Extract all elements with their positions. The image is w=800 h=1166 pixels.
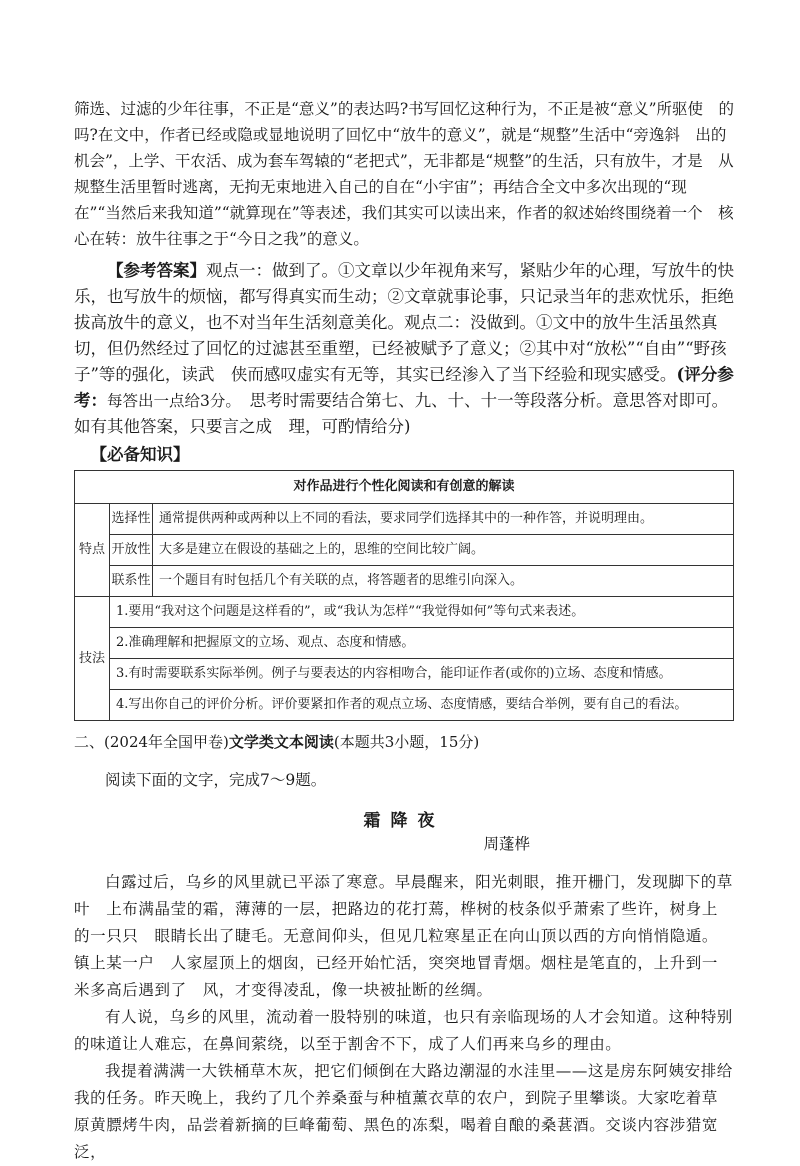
article-title: 霜降夜 [363, 811, 445, 831]
section-heading [74, 729, 734, 755]
page-content [74, 96, 750, 1166]
article-author: 周蓬桦 [483, 835, 530, 853]
feature-desc: 通常提供两种或两种以上不同的看法，要求同学们选择其中的一种作答，并说明理由。 [153, 504, 734, 535]
score-tag: (评分参考： [74, 365, 734, 410]
knowledge-table [74, 470, 734, 721]
reference-answer [74, 258, 734, 440]
method-item: 3.有时需要联系实际举例。例子与要表达的内容相吻合，能印证作者(或你的)立场、态度和情感。 [110, 659, 734, 690]
methods-label: 技法 [75, 597, 110, 721]
section-title: 文学类文本阅读 [228, 733, 334, 751]
article-paragraph: 有人说，乌乡的风里，流动着一股特别的味道，也只有亲临现场的人才会知道。这种特别 的味道让人难忘，在鼻间萦绕，以至于割舍不下，成了人们再来乌乡的理由。 [74, 1008, 750, 1053]
knowledge-heading: 【必备知识】 [90, 445, 190, 464]
method-item: 1.要用“我对这个问题是这样看的”，或“我认为怎样”“我觉得如何”等句式来表述。 [110, 597, 734, 628]
score-text: 每答出一点给3分。 [107, 392, 234, 410]
article-paragraph: 白露过后，乌乡的风里就已平添了寒意。早晨醒来，阳光刺眼，推开栅门，发现脚下的草叶 上布满晶莹的霜，薄薄的一层，把路边的花打蔫，桦树的枝条似乎萧索了些许，树身上的一只只 眼睛长出了睫毛。无意间仰头，但见几粒寒星正在向山顶以西的方向悄悄隐遁。镇上某一户 人家屋顶上的烟囱，已经开始忙活，突突地冒青烟。烟柱是笔直的，上升到一米多高后遇到了 风，才变得凌乱，像一块被扯断的丝绸。 [74, 873, 733, 999]
table-row [75, 535, 734, 566]
table-row [75, 690, 734, 721]
top-paragraph: 筛选、过滤的少年往事，不正是“意义”的表达吗?书写回忆这种行为，不正是被“意义”所驱使 的吗?在文中，作者已经或隐或显地说明了回忆中“放牛的意义”，就是“规整”生活中“旁逸斜 出的机会”，上学、干农活、成为套车驾辕的“老把式”，无非都是“规整”的生活，只有放牛，才是 从规整生活里暂时逃离，无拘无束地进入自己的自在“小宇宙”；再结合全文中多次出现的“现 在”“当然后来我知道”“就算现在”等表述，我们其实可以读出来，作者的叙述始终围绕着一个 核心在转：放牛往事之于“今日之我”的意义。 [74, 100, 735, 248]
answer-tag: 【参考答案】 [107, 261, 206, 280]
feature-name: 选择性 [110, 504, 153, 535]
table-row [75, 659, 734, 690]
table-row [75, 597, 734, 628]
score-tail: 思考时需要结合第七、九、十、十一等段落分析。意思答对即可。如有其他答案，只要言之成 理，可酌情给分) [74, 391, 729, 436]
section-prefix: 二、(2024年全国甲卷) [74, 733, 229, 751]
method-item: 2.准确理解和把握原文的立场、观点、态度和情感。 [110, 628, 734, 659]
article-paragraph: 我提着满满一大铁桶草木灰，把它们倾倒在大路边潮湿的水洼里——这是房东阿姨安排给我的任务。昨天晚上，我约了几个养桑蚕与种植薰衣草的农户，到院子里攀谈。大家吃着草原黄膘烤牛肉，品尝着新摘的巨峰葡萄、黑色的冻梨，喝着自酿的桑葚酒。交谈内容涉猎宽泛， [74, 1062, 733, 1161]
feature-name: 开放性 [110, 535, 153, 566]
article-body [74, 869, 750, 1166]
features-label: 特点 [75, 504, 110, 597]
feature-desc: 大多是建立在假设的基础之上的，思维的空间比较广阔。 [153, 535, 734, 566]
table-row [75, 566, 734, 597]
reading-instruction: 阅读下面的文字，完成7～9题。 [105, 771, 327, 789]
feature-desc: 一个题目有时包括几个有关联的点，将答题者的思维引向深入。 [153, 566, 734, 597]
table-row [75, 504, 734, 535]
method-item: 4.写出你自己的评价分析。评价要紧扣作者的观点立场、态度情感，要结合举例，要有自己的看法。 [110, 690, 734, 721]
feature-name: 联系性 [110, 566, 153, 597]
answer-text: 观点一：做到了。①文章以少年视角来写，紧贴少年的心理，写放牛的快乐，也写放牛的烦恼，都写得真实而生动；②文章就事论事，只记录当年的悲欢忧乐，拒绝拔高放牛的意义，也不对当年生活刻意美化。观点二：没做到。①文中的放牛生活虽然真切，但仍然经过了回忆的过滤甚至重塑，已经被赋予了意义；②其中对“放松”“自由”“野孩子”等的强化，读武 侠而感叹虚实有无等，其实已经渗入了当下经验和现实感受。 [74, 261, 734, 384]
table-row [75, 628, 734, 659]
table-title: 对作品进行个性化阅读和有创意的解读 [75, 471, 734, 504]
section-suffix: (本题共3小题，15分) [333, 733, 480, 751]
